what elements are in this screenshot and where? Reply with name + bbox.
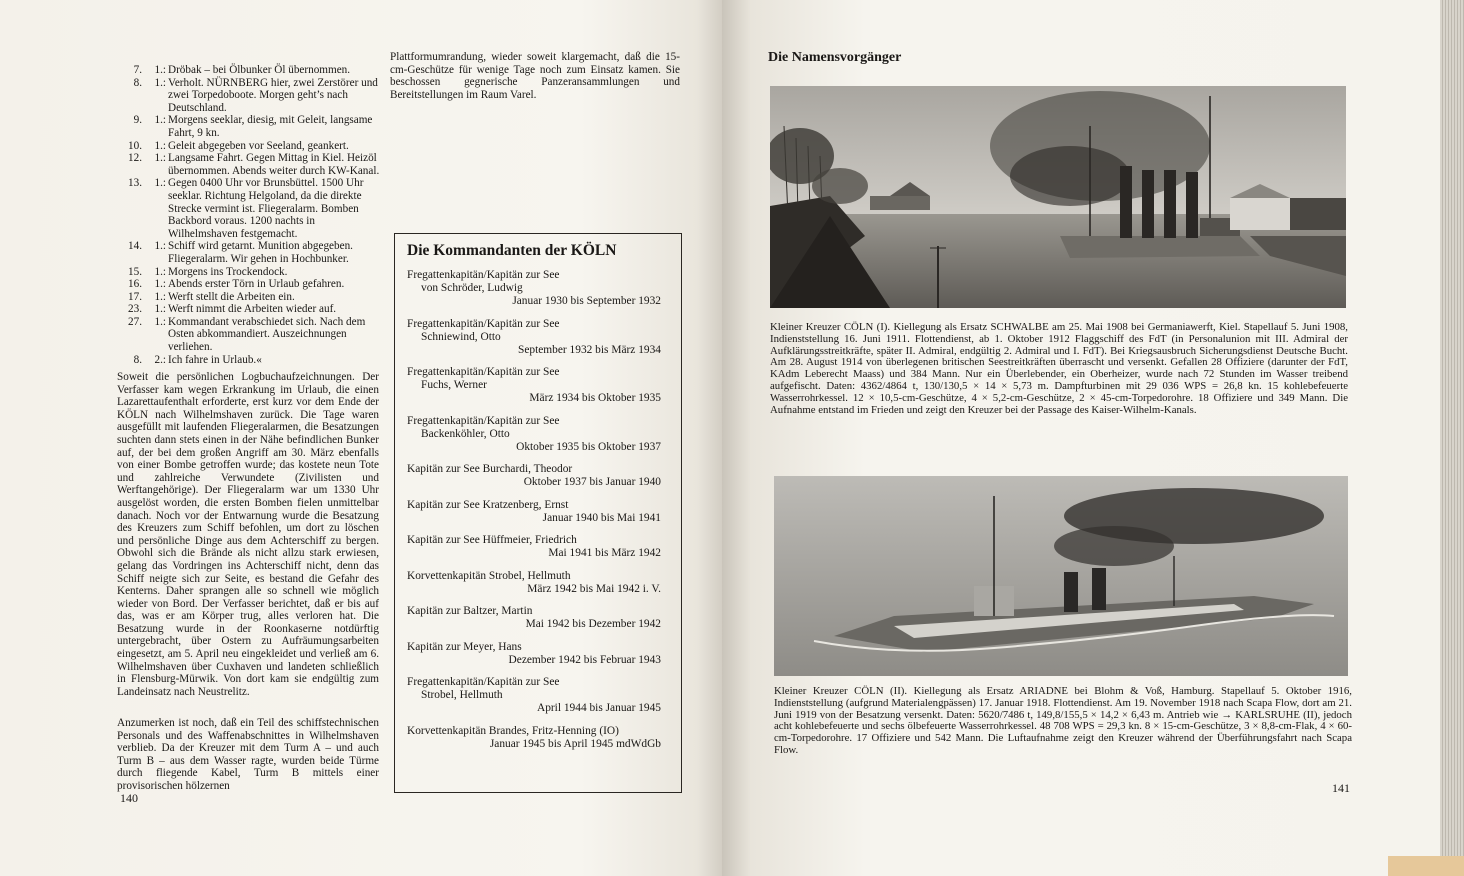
logbook-day: 14. bbox=[128, 240, 142, 253]
commander-period: Januar 1940 bis Mai 1941 bbox=[542, 511, 661, 524]
commander-rank: Kapitän zur Meyer, Hans bbox=[407, 640, 522, 653]
commander-period: Dezember 1942 bis Februar 1943 bbox=[508, 653, 661, 666]
logbook-month: 1.: bbox=[154, 139, 166, 152]
logbook-entry bbox=[120, 114, 382, 139]
logbook-day: 16. bbox=[128, 278, 142, 291]
logbook-month: 1.: bbox=[154, 278, 166, 291]
commander-entry bbox=[407, 641, 671, 667]
logbook-text: Verholt. NÜRNBERG hier, zwei Zerstörer und zwei Torpedoboote. Morgen geht’s nach Deutschland. bbox=[168, 76, 378, 114]
logbook-entry bbox=[120, 316, 382, 354]
logbook-entry bbox=[120, 291, 382, 304]
logbook-month: 1.: bbox=[154, 152, 166, 165]
left-page bbox=[0, 0, 726, 876]
commander-rank: Fregattenkapitän/Kapitän zur See bbox=[407, 366, 560, 378]
logbook-text: Morgens ins Trockendock. bbox=[168, 265, 288, 278]
photo-coeln-1-canal bbox=[770, 86, 1346, 308]
commander-entry bbox=[407, 676, 671, 715]
commander-rank: Kapitän zur See Burchardi, Theodor bbox=[407, 463, 573, 475]
logbook-text: Kommandant verabschiedet sich. Nach dem Osten abkommandiert. Auszeichnungen verliehen. bbox=[168, 315, 366, 354]
commander-name: Schniewind, Otto bbox=[421, 330, 501, 343]
commander-period: September 1932 bis März 1934 bbox=[518, 343, 661, 356]
logbook-entry bbox=[120, 354, 382, 367]
commander-period: Januar 1945 bis April 1945 mdWdGb bbox=[489, 737, 661, 750]
commander-rank: Fregattenkapitän/Kapitän zur See bbox=[407, 317, 560, 330]
logbook-month: 1.: bbox=[154, 315, 166, 328]
commanders-box bbox=[394, 233, 682, 793]
logbook-text: Schiff wird getarnt. Munition abgegeben. Fliegeralarm. Wir gehen in Hochbunker. bbox=[168, 240, 353, 265]
page-number-right: 141 bbox=[1332, 781, 1350, 795]
commanders-list bbox=[407, 269, 671, 751]
logbook-text: Langsame Fahrt. Gegen Mittag in Kiel. Heizöl übernommen. Abends weiter durch KW-Kanal. bbox=[168, 152, 380, 177]
commander-name: Backenköhler, Otto bbox=[421, 427, 510, 440]
commander-entry bbox=[407, 605, 671, 631]
logbook-month: 1.: bbox=[154, 290, 166, 303]
logbook-month: 1.: bbox=[154, 240, 166, 253]
photo-caption-1: Kleiner Kreuzer CÖLN (I). Kiellegung als Ersatz SCHWALBE am 25. Mai 1908 bei Germaniawerft, Kiel. Stapellauf 5. Juni 1908, Indienststellung 16. Juni 1911. Flottendienst, ab 1. Oktober 1912 Flaggschiff des FdT (in Personalunion mit III. Admiral der Aufklärungsstreitkräfte, später II. Admiral, endgültig 2. Admiral und I. FdT). Bei Kriegsausbruch Sicherungsdienst Deutsche Bucht. Am 28. August 1914 von überlegenen britischen Seestreitkräften überrascht und versenkt. Gefallen 28 Offiziere (darunter der FdT, KAdm Leberecht Maass) und 384 Mann. Nur ein Überlebender, ein Oberheizer, wurde nach 72 Stunden im Wasser treibend aufgefischt. Daten: 4362/4864 t, 130/130,5 × 14 × 5,73 m. Dampfturbinen mit 29 036 WPS = 26,8 kn. 15 kohlebefeuerte Wasserrohrkessel. 12 × 10,5-cm-Geschütze, 4 × 5,2-cm-Geschütze, 2 × 45-cm-Torpedorohre. 18 Offiziere und 349 Mann. Die Aufnahme entstand im Frieden und zeigt den Kreuzer bei der Passage des Kaiser-Wilhelm-Kanals. bbox=[770, 321, 1348, 416]
logbook-text: Abends erster Törn in Urlaub gefahren. bbox=[168, 278, 345, 291]
logbook-entry bbox=[120, 152, 382, 177]
commander-entry bbox=[407, 570, 671, 596]
logbook-text: Geleit abgegeben vor Seeland, geankert. bbox=[168, 139, 349, 152]
commander-period: Mai 1942 bis Dezember 1942 bbox=[525, 618, 661, 630]
logbook-month: 1.: bbox=[154, 64, 166, 76]
logbook-month: 1.: bbox=[154, 303, 166, 316]
body-paragraph-1: Soweit die persönlichen Logbuchaufzeichnungen. Der Verfasser kam wegen Erkrankung im Urlaub, die einen Lazarettaufenthalt erforderte, erst kurz vor dem Ende der KÖLN nach Wilhelmshaven zurück. Die Tage waren ausgefüllt mit laufenden Fliegeralarmen, die Besatzungen suchten dann stets einen in der Nähe befindlichen Bunker auf, der bei dem großen Angriff am 30. März ebenfalls von einer Bombe getroffen wurde; das kostete neun Tote und zahlreiche Verwundete (Zivilisten und Werftangehörige). Der Fliegeralarm war um 1330 Uhr ausgelöst worden, die ersten Bomben fielen unmittelbar danach. Noch vor der Entwarnung wurde die Besatzung des Kreuzers zum Schiff befohlen, um dort zu löschen und persönliche Dinge aus dem Achterschiff zu bergen. Obwohl sich die Brände als nicht allzu stark erwiesen, gelang das Vordringen ins Achterschiff nicht, denn das Schiff neigte sich zur Seite, es bestand die Gefahr des Kenterns. Daher sprangen alle so schnell wie möglich wieder von Bord. Der Verfasser berichtet, daß er bis auf das, was er am Körper trug, alles verloren hat. Die Besatzung wurde in der Roonkaserne notdürftig untergebracht, über Ostern zu Aufräumungsarbeiten eingesetzt, am 5. April neu eingekleidet und verließ am 6. Wilhelmshaven über Cuxhaven und landeten schließlich in Flensburg-Mürwik. Von dort kam sie endgültig zum Landeinsatz nach Neustrelitz. bbox=[117, 371, 379, 698]
commander-entry bbox=[407, 366, 671, 405]
commander-name: Fuchs, Werner bbox=[421, 379, 487, 391]
logbook-text: Werft nimmt die Arbeiten wieder auf. bbox=[168, 303, 337, 316]
logbook-day: 13. bbox=[128, 177, 142, 190]
logbook-month: 2.: bbox=[154, 353, 166, 366]
logbook-month: 1.: bbox=[154, 177, 166, 190]
logbook-day: 23. bbox=[128, 303, 142, 316]
logbook-month: 1.: bbox=[154, 114, 166, 127]
logbook-day: 15. bbox=[128, 265, 142, 278]
logbook-entry bbox=[120, 140, 382, 153]
commander-rank: Kapitän zur See Kratzenberg, Ernst bbox=[407, 498, 569, 511]
logbook-entry bbox=[120, 177, 382, 240]
section-title: Die Namensvorgänger bbox=[768, 50, 902, 65]
commander-period: März 1942 bis Mai 1942 i. V. bbox=[527, 582, 661, 595]
logbook-day: 8. bbox=[133, 353, 142, 366]
logbook-month: 1.: bbox=[154, 265, 166, 278]
logbook-entry bbox=[120, 266, 382, 279]
commander-name: Strobel, Hellmuth bbox=[421, 689, 503, 701]
logbook-text: Gegen 0400 Uhr vor Brunsbüttel. 1500 Uhr seeklar. Richtung Helgoland, da die direkte Strecke vermint ist. Fliegeralarm. Bomben Backbord voraus. 1200 nachts in Wilhelmshaven festgemacht. bbox=[168, 177, 364, 240]
logbook-day: 12. bbox=[128, 152, 142, 165]
commander-entry bbox=[407, 725, 671, 751]
commander-rank: Korvettenkapitän Strobel, Hellmuth bbox=[407, 569, 571, 582]
commander-entry bbox=[407, 534, 671, 560]
commander-entry bbox=[407, 415, 671, 454]
logbook-text: Werft stellt die Arbeiten ein. bbox=[168, 290, 295, 303]
commander-entry bbox=[407, 499, 671, 525]
logbook-text: Morgens seeklar, diesig, mit Geleit, langsame Fahrt, 9 kn. bbox=[168, 114, 373, 139]
body-paragraph-2: Anzumerken ist noch, daß ein Teil des schiffstechnischen Personals und des Waffenabschnittes in Wilhelmshaven verblieb. Da der Kreuzer mit dem Turm A – und auch Turm B – aus dem Wasser ragte, wurden beide Türme durch fliegende Kabel, Turm B mittels einer provisorischen hölzernen bbox=[117, 717, 379, 792]
logbook-list bbox=[120, 64, 382, 366]
commander-rank: Kapitän zur Baltzer, Martin bbox=[407, 605, 533, 617]
commander-entry bbox=[407, 318, 671, 357]
page-number-left: 140 bbox=[120, 791, 138, 805]
logbook-month: 1.: bbox=[154, 76, 166, 89]
commander-rank: Korvettenkapitän Brandes, Fritz-Henning (IO) bbox=[407, 724, 619, 737]
commander-period: Januar 1930 bis September 1932 bbox=[512, 295, 661, 307]
body-paragraph-3: Plattformumrandung, wieder soweit klargemacht, daß die 15-cm-Geschütze für wenige Tage noch zum Einsatz kamen. Sie beschossen gegnerische Panzeransammlungen und Bereitstellungen im Raum Varel. bbox=[390, 51, 680, 101]
commander-entry bbox=[407, 269, 671, 308]
bookmark-tab bbox=[1388, 856, 1464, 876]
logbook-entry bbox=[120, 303, 382, 316]
commander-rank: Kapitän zur See Hüffmeier, Friedrich bbox=[407, 534, 577, 546]
logbook-text: Dröbak – bei Ölbunker Öl übernommen. bbox=[168, 64, 351, 76]
commanders-box-title: Die Kommandanten der KÖLN bbox=[407, 242, 617, 259]
commander-rank: Fregattenkapitän/Kapitän zur See bbox=[407, 676, 560, 688]
photo-coeln-2-aerial bbox=[774, 476, 1348, 676]
right-page bbox=[722, 0, 1442, 876]
commander-entry bbox=[407, 463, 671, 489]
logbook-entry bbox=[120, 278, 382, 291]
commander-period: März 1934 bis Oktober 1935 bbox=[529, 392, 661, 404]
photo-caption-2: Kleiner Kreuzer CÖLN (II). Kiellegung als Ersatz ARIADNE bei Blohm & Voß, Hamburg. Stapellauf 5. Oktober 1916, Indienststellung (aufgrund Materialengpässen) 17. Januar 1918. Flottendienst. Am 19. November 1918 nach Scapa Flow, dort am 21. Juni 1919 von der Besatzung versenkt. Daten: 5620/7486 t, 149,8/155,5 × 14,2 × 6,43 m. Antrieb wie → KARLSRUHE (II), jedoch acht kohlebefeuerte und sechs ölbefeuerte Wasserrohrkessel. 48 708 WPS = 29,3 kn. 8 × 15-cm-Geschütze, 3 × 8,8-cm-Flak, 4 × 60-cm-Torpedorohre. 17 Offiziere und 542 Mann. Die Luftaufnahme zeigt den Kreuzer während der Überführungsfahrt nach Scapa Flow. bbox=[774, 685, 1352, 756]
logbook-day: 27. bbox=[128, 315, 142, 328]
commander-rank: Fregattenkapitän/Kapitän zur See bbox=[407, 414, 560, 427]
logbook-day: 8. bbox=[133, 76, 142, 89]
logbook-day: 10. bbox=[128, 139, 142, 152]
commander-name: von Schröder, Ludwig bbox=[421, 282, 523, 294]
commander-period: Oktober 1937 bis Januar 1940 bbox=[523, 476, 661, 488]
logbook-text: Ich fahre in Urlaub.« bbox=[168, 353, 262, 366]
logbook-day: 9. bbox=[133, 114, 142, 127]
commander-period: Oktober 1935 bis Oktober 1937 bbox=[516, 440, 661, 453]
logbook-entry bbox=[120, 77, 382, 115]
commander-rank: Fregattenkapitän/Kapitän zur See bbox=[407, 269, 560, 281]
logbook-day: 7. bbox=[133, 64, 142, 76]
logbook-entry bbox=[120, 64, 382, 77]
commander-period: Mai 1941 bis März 1942 bbox=[548, 547, 661, 559]
logbook-day: 17. bbox=[128, 290, 142, 303]
logbook-entry bbox=[120, 240, 382, 265]
page-edges bbox=[1440, 0, 1464, 876]
commander-period: April 1944 bis Januar 1945 bbox=[536, 702, 661, 714]
